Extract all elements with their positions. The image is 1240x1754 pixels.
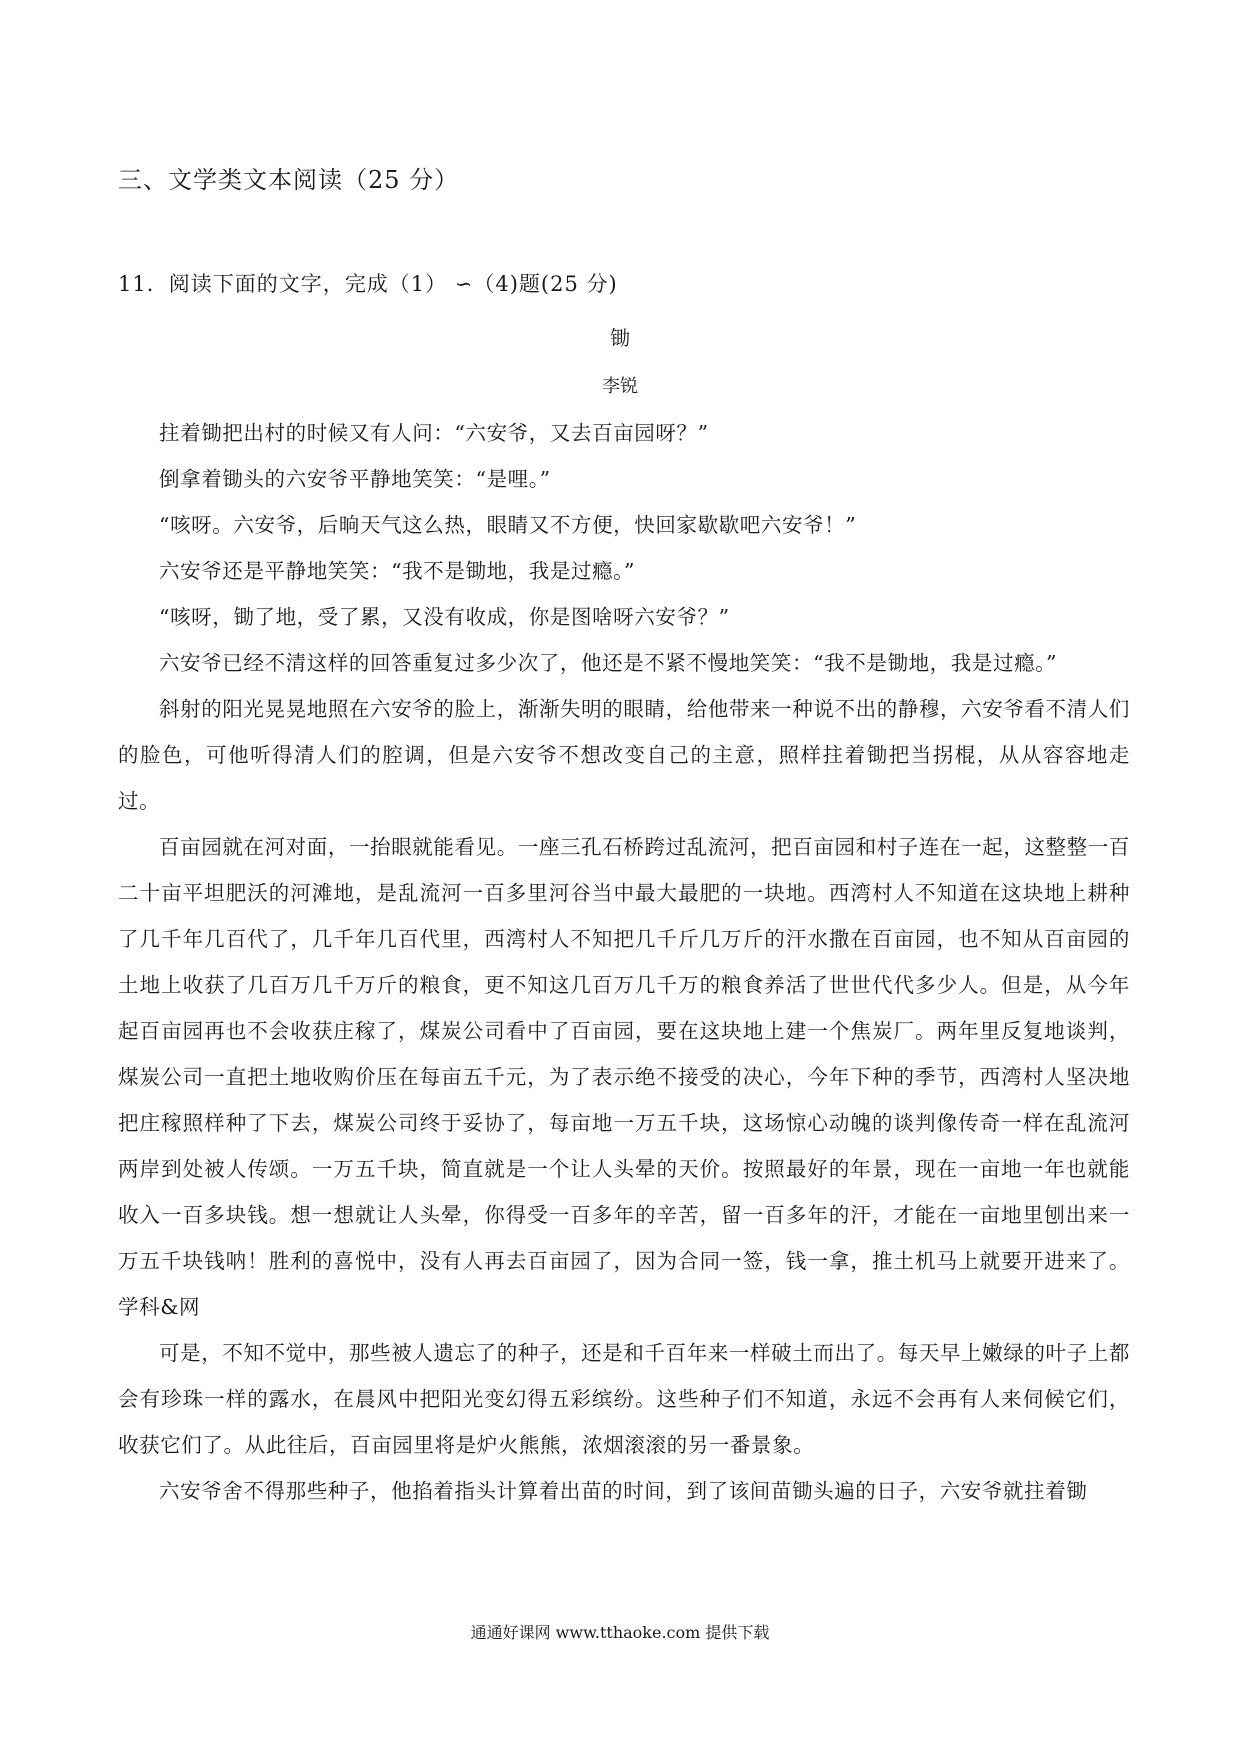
section-heading: 三、文学类文本阅读（25 分）	[118, 166, 460, 194]
paragraph: 六安爷舍不得那些种子，他掐着指头计算着出苗的时间，到了该间苗锄头遍的日子，六安爷就拄着锄	[159, 1479, 1088, 1503]
paragraph: 倒拿着锄头的六安爷平静地笑笑：“是哩。”	[159, 467, 551, 491]
paragraph: 可是，不知不觉中，那些被人遗忘了的种子，还是和千百年来一样破土而出了。每天早上嫩绿的叶子上都会有珍珠一样的露水，在晨风中把阳光变幻得五彩缤纷。这些种子们不知道，永远不会再有人来伺候它们，收获它们了。从此往后，百亩园里将是炉火熊熊，浓烟滚滚的另一番景象。	[118, 1341, 1130, 1457]
paragraph: 拄着锄把出村的时候又有人问：“六安爷，又去百亩园呀？”	[159, 421, 709, 445]
story-author: 李锐	[602, 376, 638, 397]
paragraph: 六安爷还是平静地笑笑：“我不是锄地，我是过瘾。”	[159, 559, 636, 583]
paragraph: 斜射的阳光晃晃地照在六安爷的脸上，渐渐失明的眼睛，给他带来一种说不出的静穆，六安爷看不清人们的脸色，可他听得清人们的腔调，但是六安爷不想改变自己的主意，照样拄着锄把当拐棍，从从容容地走过。	[118, 697, 1130, 813]
question-prompt: 11．阅读下面的文字，完成（1） ∽（4)题(25 分)	[118, 272, 618, 296]
paragraph: 六安爷已经不清这样的回答重复过多少次了，他还是不紧不慢地笑笑：“我不是锄地，我是过瘾。”	[159, 651, 1058, 675]
story-body	[118, 410, 1130, 1514]
paragraph: “咳呀，锄了地，受了累，又没有收成，你是图啥呀六安爷？”	[159, 605, 730, 629]
paragraph: 百亩园就在河对面，一抬眼就能看见。一座三孔石桥跨过乱流河，把百亩园和村子连在一起，这整整一百二十亩平坦肥沃的河滩地，是乱流河一百多里河谷当中最大最肥的一块地。西湾村人不知道在这块地上耕种了几千年几百代了，几千年几百代里，西湾村人不知把几千斤几万斤的汗水撒在百亩园，也不知从百亩园的土地上收获了几百万几千万斤的粮食，更不知这几百万几千万的粮食养活了世世代代多少人。但是，从今年起百亩园再也不会收获庄稼了，煤炭公司看中了百亩园，要在这块地上建一个焦炭厂。两年里反复地谈判，煤炭公司一直把土地收购价压在每亩五千元，为了表示绝不接受的决心，今年下种的季节，西湾村人坚决地把庄稼照样种了下去，煤炭公司终于妥协了，每亩地一万五千块，这场惊心动魄的谈判像传奇一样在乱流河两岸到处被人传颂。一万五千块，简直就是一个让人头晕的天价。按照最好的年景，现在一亩地一年也就能收入一百多块钱。想一想就让人头晕，你得受一百多年的辛苦，留一百多年的汗，才能在一亩地里刨出来一万五千块钱呐！胜利的喜悦中，没有人再去百亩园了，因为合同一签，钱一拿，推土机马上就要开进来了。学科&网	[118, 835, 1130, 1319]
page-footer: 通通好课网 www.tthaoke.com 提供下载	[470, 1623, 770, 1642]
paragraph: “咳呀。六安爷，后晌天气这么热，眼睛又不方便，快回家歇歇吧六安爷！”	[159, 513, 857, 537]
story-title: 锄	[610, 326, 630, 350]
